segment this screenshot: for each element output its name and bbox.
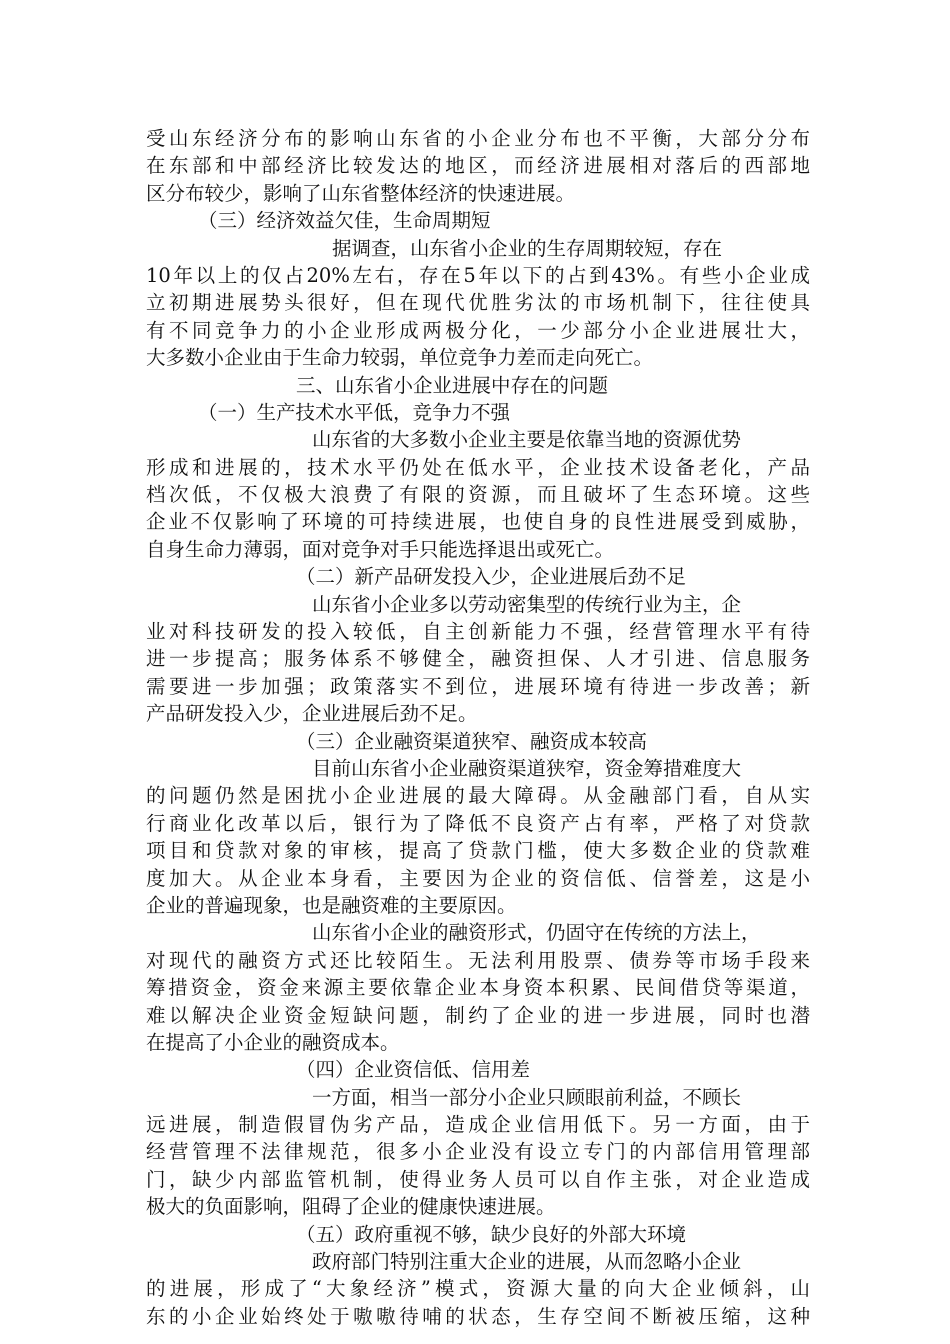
text-line: 远进展，制造假冒伪劣产品，造成企业信用低下。另一方面，由于 [146,1113,810,1137]
text-line: 在提高了小企业的融资成本。 [146,1030,400,1054]
text-line: （二）新产品研发投入少，企业进展后劲不足 [296,565,687,589]
text-line: 在东部和中部经济比较发达的地区，而经济进展相对落后的西部地 [146,154,810,178]
text-line: 据调查，山东省小企业的生存周期较短，存在 [332,236,723,260]
text-line: 有不同竞争力的小企业形成两极分化，一少部分小企业进展壮大， [146,318,810,342]
text-line: （三）经济效益欠佳，生命周期短 [198,209,491,233]
text-line: （一）生产技术水平低，竞争力不强 [198,400,511,424]
text-line: 企业的普遍现象，也是融资难的主要原因。 [146,893,517,917]
text-line: 山东省的大多数小企业主要是依靠当地的资源优势 [312,428,742,452]
text-line: 受山东经济分布的影响山东省的小企业分布也不平衡，大部分分布 [146,127,810,150]
text-line: 极大的负面影响，阻碍了企业的健康快速进展。 [146,1195,556,1219]
text-line: 自身生命力薄弱，面对竞争对手只能选择退出或死亡。 [146,537,615,561]
text-line: （四）企业资信低、信用差 [296,1058,531,1082]
text-line: 业对科技研发的投入较低，自主创新能力不强，经营管理水平有待 [146,620,810,644]
text-line: 度加大。从企业本身看，主要因为企业的资信低、信誉差，这是小 [146,866,810,890]
text-line: 进一步提高；服务体系不够健全，融资担保、人才引进、信息服务 [146,647,810,671]
text-line: 形成和进展的，技术水平仍处在低水平，企业技术设备老化，产品 [146,455,810,479]
document-body [146,125,810,1330]
text-line: 的问题仍然是困扰小企业进展的最大障碍。从金融部门看，自从实 [146,784,810,808]
text-line: 目前山东省小企业融资渠道狭窄，资金筹措难度大 [312,756,742,780]
text-line: 一方面，相当一部分小企业只顾眼前利益，不顾长 [312,1085,742,1109]
text-line: 山东省小企业多以劳动密集型的传统行业为主，企 [312,592,742,616]
text-line: 三、山东省小企业进展中存在的问题 [296,373,609,397]
text-line: 产品研发投入少，企业进展后劲不足。 [146,702,478,726]
text-line: 东的小企业始终处于嗷嗷待哺的状态，生存空间不断被压缩，这种 [146,1304,810,1328]
text-line: 立初期进展势头很好，但在现代优胜劣汰的市场机制下，往往使具 [146,291,810,315]
text-line: 难以解决企业资金短缺问题，制约了企业的进一步进展，同时也潜 [146,1003,810,1027]
text-line: 对现代的融资方式还比较陌生。无法利用股票、债券等市场手段来 [146,948,810,972]
text-line: 区分布较少，影响了山东省整体经济的快速进展。 [146,181,576,205]
text-line: 筹措资金，资金来源主要依靠企业本身资本积累、民间借贷等渠道， [146,976,810,1000]
text-line: 10年以上的仅占20%左右，存在5年以下的占到43%。有些小企业成 [146,263,810,287]
text-line: （五）政府重视不够，缺少良好的外部大环境 [296,1222,687,1246]
text-line: 需要进一步加强；政策落实不到位，进展环境有待进一步改善；新 [146,674,810,698]
text-line: 山东省小企业的融资形式，仍固守在传统的方法上， [312,921,761,945]
text-line: 经营管理不法律规范，很多小企业没有设立专门的内部信用管理部 [146,1140,810,1164]
text-line: 企业不仅影响了环境的可持续进展，也使自身的良性进展受到威胁， [146,510,810,534]
text-line: 大多数小企业由于生命力较弱，单位竞争力差而走向死亡。 [146,346,654,370]
text-line: 门，缺少内部监管机制，使得业务人员可以自作主张，对企业造成 [146,1167,810,1191]
text-line: 政府部门特别注重大企业的进展，从而忽略小企业 [312,1250,742,1274]
text-line: （三）企业融资渠道狭窄、融资成本较高 [296,729,648,753]
text-line: 的进展，形成了“大象经济”模式，资源大量的向大企业倾斜，山 [146,1277,810,1301]
text-line: 行商业化改革以后，银行为了降低不良资产占有率，严格了对贷款 [146,811,810,835]
text-line: 档次低，不仅极大浪费了有限的资源，而且破坏了生态环境。这些 [146,483,810,507]
text-line: 项目和贷款对象的审核，提高了贷款门槛，使大多数企业的贷款难 [146,839,810,863]
